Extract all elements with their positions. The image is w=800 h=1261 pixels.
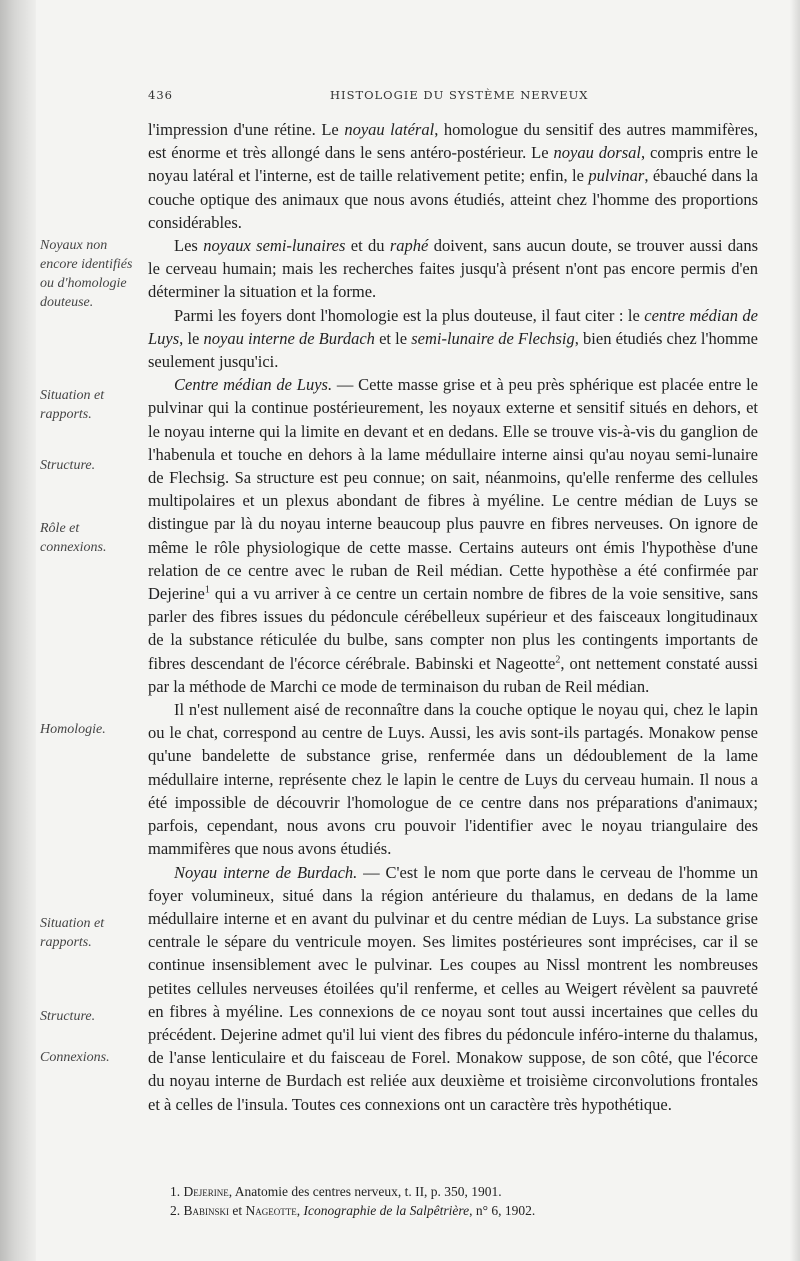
paragraph-5: Il n'est nullement aisé de reconnaître dans la couche optique le noyau qui, chez le lapin ou le chat, correspond au centre de Luys. Aussi, les avis sont-ils partagés. Monakow pense qu'une bandelette de substance grise, renfermée dans un dédoublement de la lame médullaire interne, représente chez le lapin le centre de Luys du cerveau humain. Il nous a été impossible de découvrir l'homologue de ce centre dans nos préparations d'animaux; parfois, cependant, nous avons cru pouvoir l'identifier avec le noyau triangulaire des mammifères que nous avons étudiés. xyxy=(148,700,758,859)
page-number: 436 xyxy=(148,88,173,102)
footnote-number: 2. xyxy=(170,1203,181,1218)
footnote-2 xyxy=(170,1201,760,1220)
footnote-number: 1. xyxy=(170,1184,181,1199)
section-heading-centre-median: Centre médian de Luys. xyxy=(174,375,333,395)
text-run: , homologue du sensitif des autres mammifères, est énorme et très allongé dans le sens antéro-postérieur. Le xyxy=(148,120,759,163)
italic-term: pulvinar xyxy=(588,166,645,186)
paragraph-4 xyxy=(148,373,758,698)
footnote-ref-2[interactable]: 2 xyxy=(555,654,561,666)
margin-note-role: Rôle et connexions. xyxy=(40,521,107,555)
italic-term: raphé xyxy=(389,236,429,256)
margin-note-structure-1: Structure. xyxy=(40,458,96,473)
text-run: — Cette masse grise et à peu près sphérique est placée entre le pulvinar qui la continue postérieurement, les noyaux externe et sensitif situés en dehors, et le noyau interne qui la limite en devant et en dedans. Elle se trouve vis-à-vis du ganglion de l'habenula et touche en dehors à la lame médullaire interne ainsi qu'au noyau semi-lunaire de Flechsig. Sa structure est peu connue; on sait, néanmoins, qu'elle renferme des cellules multipolaires et un plexus abondant de fibres à myéline. Le centre médian de Luys se distingue par là du noyau interne beaucoup plus pauvre en fibres nerveuses. On ignore de même le rôle physiologique de cette masse. Certains auteurs ont émis l'hypothèse d'une relation de ce centre avec le ruban de Reil médian. Cette hypothèse a été confirmée par Dejerine xyxy=(148,375,758,604)
footnote-author: Dejerine xyxy=(183,1184,229,1199)
text-run: , le xyxy=(179,328,204,348)
italic-term: semi-lunaire de Flechsig xyxy=(411,328,575,348)
footnote-text: , Anatomie des centres nerveux, t. II, p. 350, 1901. xyxy=(228,1184,502,1199)
paragraph-6 xyxy=(148,861,758,1116)
text-run: — C'est le nom que porte dans le cerveau de l'homme un foyer volumineux, situé dans la région antérieure du thalamus, en dedans de la lame médullaire interne et en avant du pulvinar et du centre médian de Luys. La substance grise centrale le sépare du ventricule moyen. Ses limites postérieures sont imprécises, car il se continue insensiblement avec le pulvinar. Les coupes au Nissl montrent les nombreuses petites cellules nerveuses étoilées qu'il renferme, et celles au Weigert révèlent sa pauvreté en fibres à myéline. Les connexions de ce noyau sont tout aussi incertaines que celles du précédent. Dejerine admet qu'il lui vient des fibres du pédoncule inféro-interne du thalamus, de l'anse lenticulaire et du faisceau de Forel. Monakow suppose, de son côté, que l'écorce du noyau interne de Burdach est reliée aux deuxième et troisième circonvolutions frontales et à celles de l'insula. Toutes ces connexions ont un caractère très hypothétique. xyxy=(148,862,758,1114)
italic-term: noyau dorsal xyxy=(553,143,641,163)
text-run: , compris entre le noyau latéral et l'interne, est de taille relativement petite; enfin, le xyxy=(148,143,758,186)
footnote-text: et xyxy=(229,1203,246,1218)
footnote-author: Nageotte xyxy=(245,1203,297,1218)
paragraph-2 xyxy=(148,234,758,304)
margin-note-homologie: Homologie. xyxy=(40,722,106,737)
text-run: l'impression d'une rétine. Le xyxy=(148,120,345,139)
italic-term: noyau latéral xyxy=(344,120,435,139)
text-run: qui a vu arriver à ce centre un certain nombre de fibres de la voie sensitive, sans parler des fibres issues du pédoncule cérébelleux supérieur et des faisceaux longitudinaux de la substance réticulée du bulbe, sans compter non plus les contingents importants de fibres descendant de l'écorce cérébrale. Babinski et Nageotte xyxy=(148,584,758,673)
margin-note-situation-2: Situation et rapports. xyxy=(40,916,105,950)
scan-edge-left xyxy=(0,0,36,1261)
text-run: , bien étudiés chez l'homme seulement jusqu'ici. xyxy=(148,328,758,372)
footnote-ref-1[interactable]: 1 xyxy=(204,584,210,596)
text-run: Les xyxy=(174,236,204,256)
paragraph-3 xyxy=(148,304,758,374)
footnote-text: , n° 6, 1902. xyxy=(469,1203,536,1218)
text-run: doivent, sans aucun doute, se trouver aussi dans le cerveau humain; mais les recherches faites jusqu'à présent n'ont pas encore permis d'en déterminer la situation et la forme. xyxy=(148,236,759,302)
running-title: HISTOLOGIE DU SYSTÈME NERVEUX xyxy=(330,88,589,102)
margin-note-noyaux: Noyaux non encore identifiés ou d'homologie douteuse. xyxy=(40,238,133,310)
footnote-text: , xyxy=(296,1203,304,1218)
italic-term: centre médian de Luys xyxy=(148,305,758,348)
text-run: et le xyxy=(374,328,412,348)
footnote-title: Iconographie de la Salpêtrière xyxy=(303,1203,470,1218)
footnote-1 xyxy=(170,1182,760,1201)
text-run: Parmi les foyers dont l'homologie est la plus douteuse, il faut citer : le xyxy=(174,305,645,325)
footnote-author: Babinski xyxy=(183,1203,230,1218)
text-run: , ébauché dans la couche optique des animaux que nous avons étudiés, atteint chez l'homme des proportions considérables. xyxy=(148,166,758,232)
margin-note-situation-1: Situation et rapports. xyxy=(40,388,105,422)
section-heading-noyau-interne: Noyau interne de Burdach. xyxy=(174,862,358,882)
page-header xyxy=(148,88,758,108)
paragraph-1 xyxy=(148,118,758,234)
body-text xyxy=(148,118,758,1116)
margin-note-structure-2: Structure. xyxy=(40,1009,96,1024)
margin-note-connexions: Connexions. xyxy=(40,1050,110,1065)
text-run: et du xyxy=(345,236,390,256)
text-run: , ont nettement constaté aussi par la méthode de Marchi ce mode de terminaison du ruban de Reil médian. xyxy=(148,653,759,696)
italic-term: noyau interne de Burdach xyxy=(203,328,375,348)
footnotes xyxy=(170,1182,760,1220)
scan-edge-right xyxy=(790,0,800,1261)
italic-term: noyaux semi-lunaires xyxy=(203,236,346,256)
